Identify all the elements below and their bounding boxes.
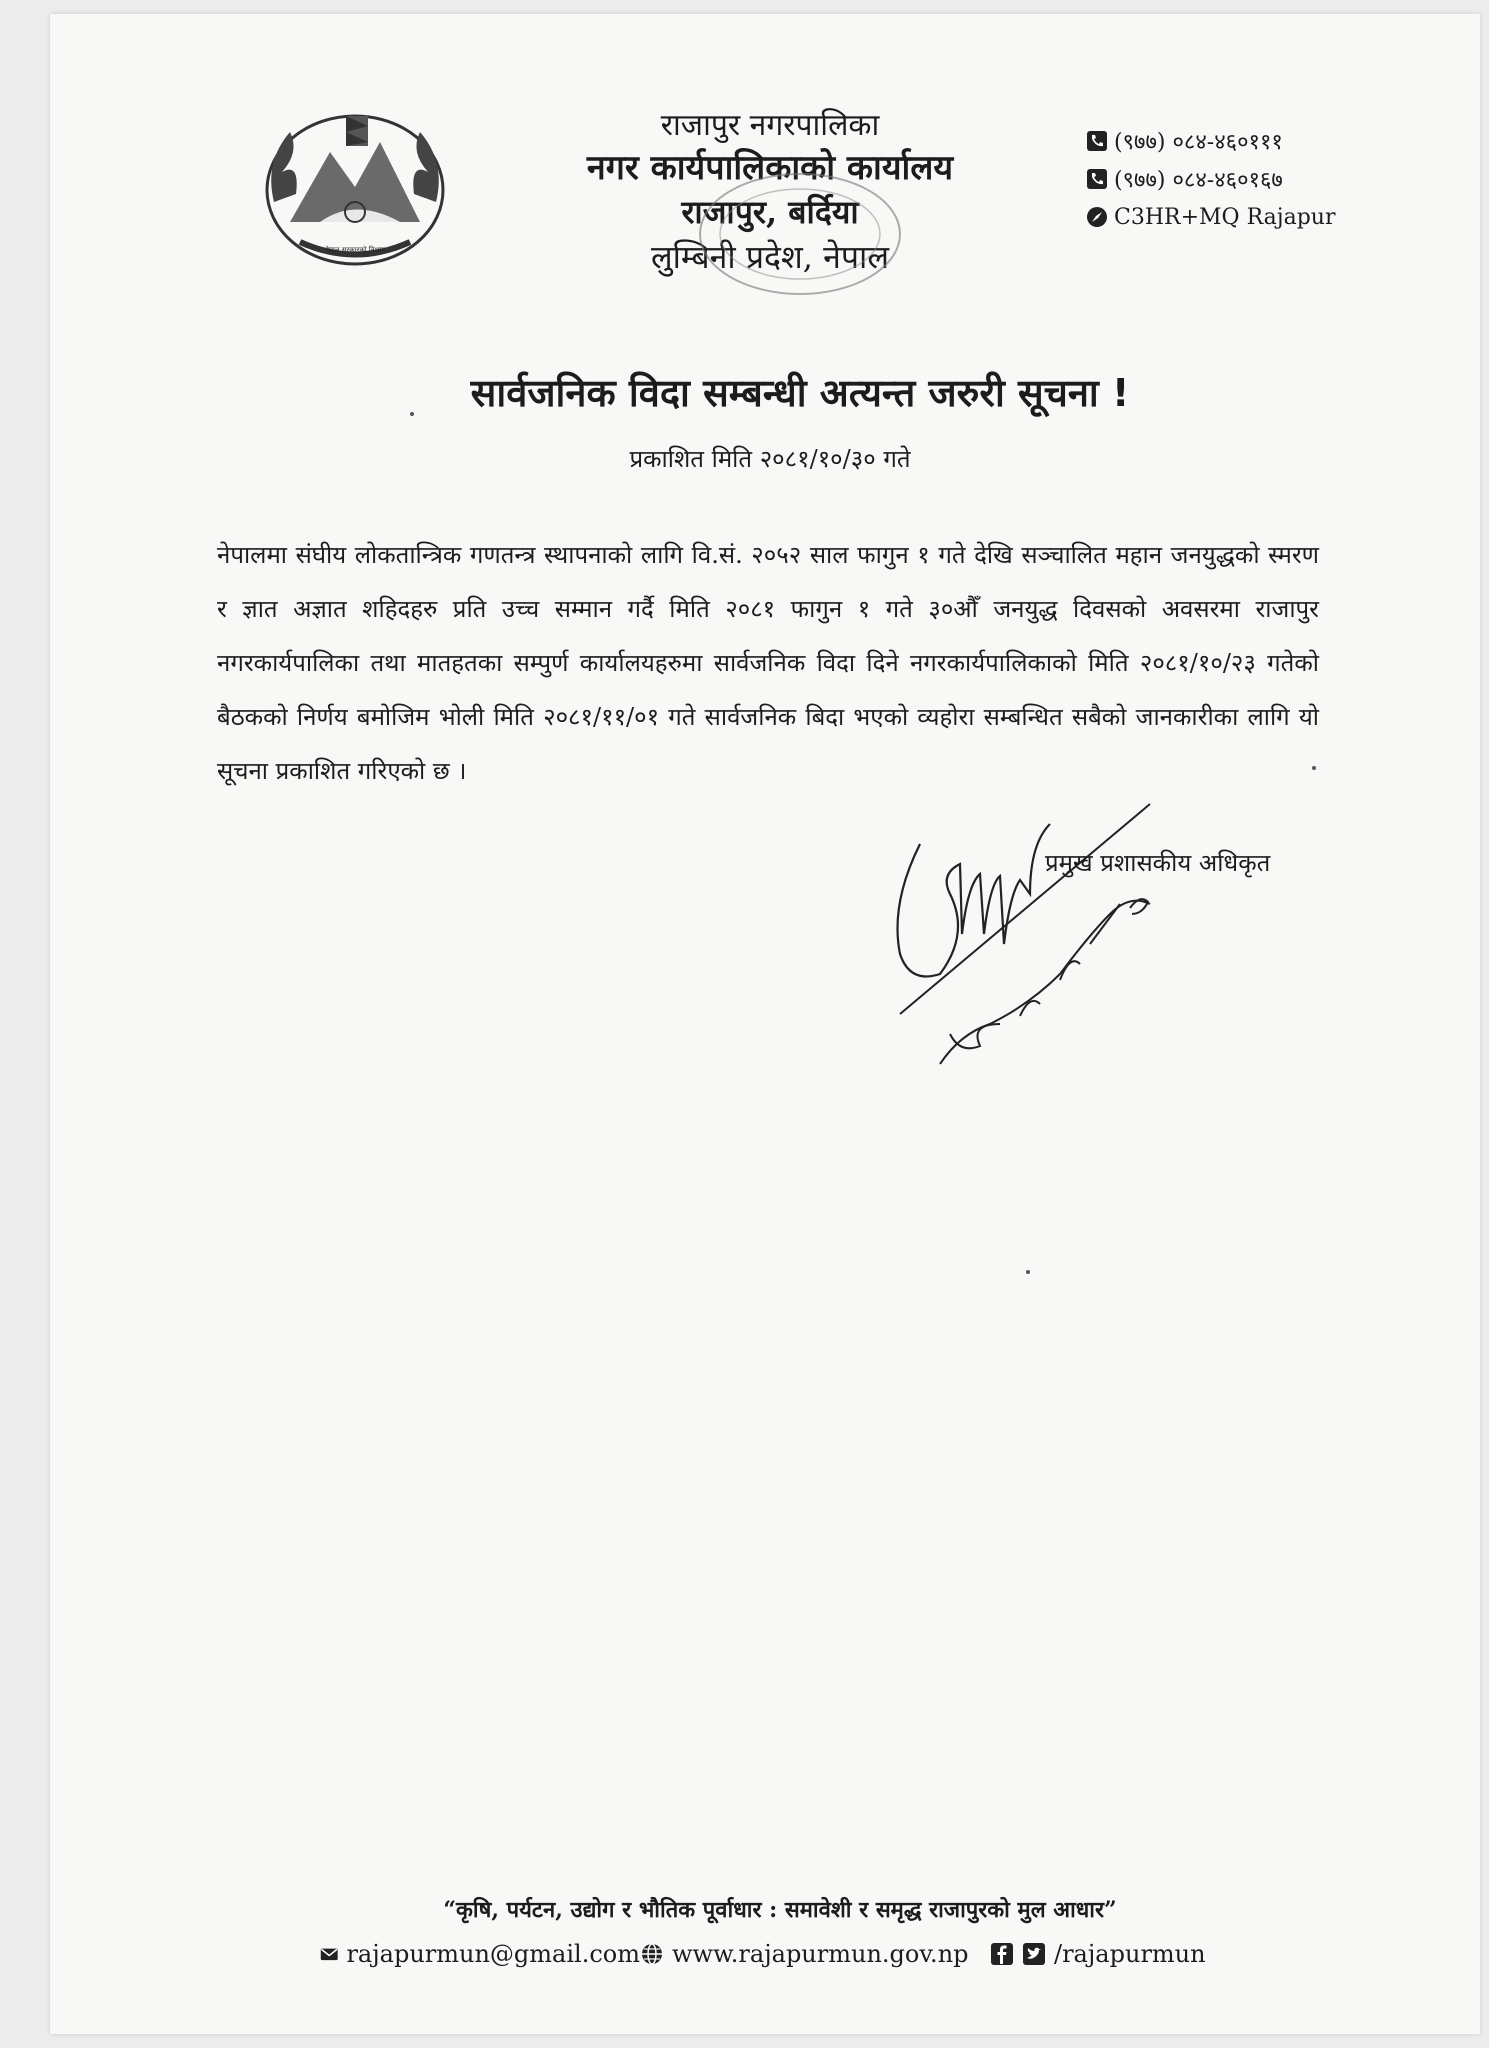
office-stamp: [690, 164, 910, 314]
handwritten-signature: [880, 784, 1210, 1084]
website-url: www.rajapurmun.gov.np: [672, 1940, 969, 1968]
motto: “कृषि, पर्यटन, उद्योग र भौतिक पूर्वाधार : समावेशी र समृद्ध राजापुरको मुल आधार”: [443, 1897, 1117, 1923]
province-country: लुम्बिनी प्रदेश, नेपाल: [650, 238, 890, 276]
email-address: rajapurmun@gmail.com: [346, 1940, 640, 1968]
notice-body: नेपालमा संघीय लोकतान्त्रिक गणतन्त्र स्थापनाको लागि वि.सं. २०५२ साल फागुन १ गते देखि सञ्चालित महान जनयुद्धको स्मरण र ज्ञात अज्ञात शहिदहरु प्रति उच्च सम्मान गर्दै मिति २०८१ फागुन १ गते ३०औँ जनयुद्ध दिवसको अवसरमा राजापुर नगरकार्यपालिका तथा मातहतका सम्पुर्ण कार्यालयहरुमा सार्वजनिक विदा दिने नगरकार्यपालिकाको मिति २०८१/१०/२३ गतेको बैठकको निर्णय बमोजिम भोली मिति २०८१/११/०१ गते सार्वजनिक बिदा भएको व्यहोरा सम्बन्धित सबैको जानकारीका लागि यो सूचना प्रकाशित गरिएको छ ।: [217, 541, 1319, 785]
municipality-name: राजापुर नगरपालिका: [660, 108, 880, 143]
footer-website: [640, 1940, 990, 1968]
footer-email: [320, 1940, 640, 1968]
contact-info: [1086, 122, 1346, 236]
office-name: नगर कार्यपालिकाको कार्यालय: [586, 148, 954, 188]
phone-number: (९७७) ०८४-४६०१६७: [1114, 168, 1283, 193]
globe-icon: [640, 1942, 664, 1966]
contact-phone-2: [1086, 160, 1346, 198]
footer-social: [990, 1940, 1206, 1968]
location-icon: [1086, 206, 1108, 228]
scan-speck: [1026, 1270, 1030, 1274]
document-page: [50, 14, 1480, 2034]
phone-number: (९७७) ०८४-४६०१११: [1114, 130, 1283, 155]
footer-contacts: [320, 1940, 1220, 1968]
emblem-icon: [260, 102, 450, 272]
office-location: राजापुर, बर्दिया: [681, 193, 859, 231]
published-date: प्रकाशित मिति २०८१/१०/३० गते: [629, 445, 911, 473]
social-handle: /rajapurmun: [1054, 1940, 1206, 1968]
envelope-icon: [320, 1942, 338, 1966]
facebook-icon: [990, 1942, 1014, 1966]
contact-location: [1086, 198, 1346, 236]
phone-icon: [1086, 168, 1108, 190]
signatory-title: प्रमुख प्रशासकीय अधिकृत: [1045, 849, 1271, 877]
notice-title: सार्वजनिक विदा सम्बन्धी अत्यन्त जरुरी सूचना !: [470, 371, 1130, 415]
location-code: C3HR+MQ Rajapur: [1114, 204, 1336, 230]
phone-icon: [1086, 130, 1108, 152]
twitter-icon: [1022, 1942, 1046, 1966]
contact-phone-1: [1086, 122, 1346, 160]
emblem-label: नेपाल सरकारको निशान: [325, 246, 385, 254]
